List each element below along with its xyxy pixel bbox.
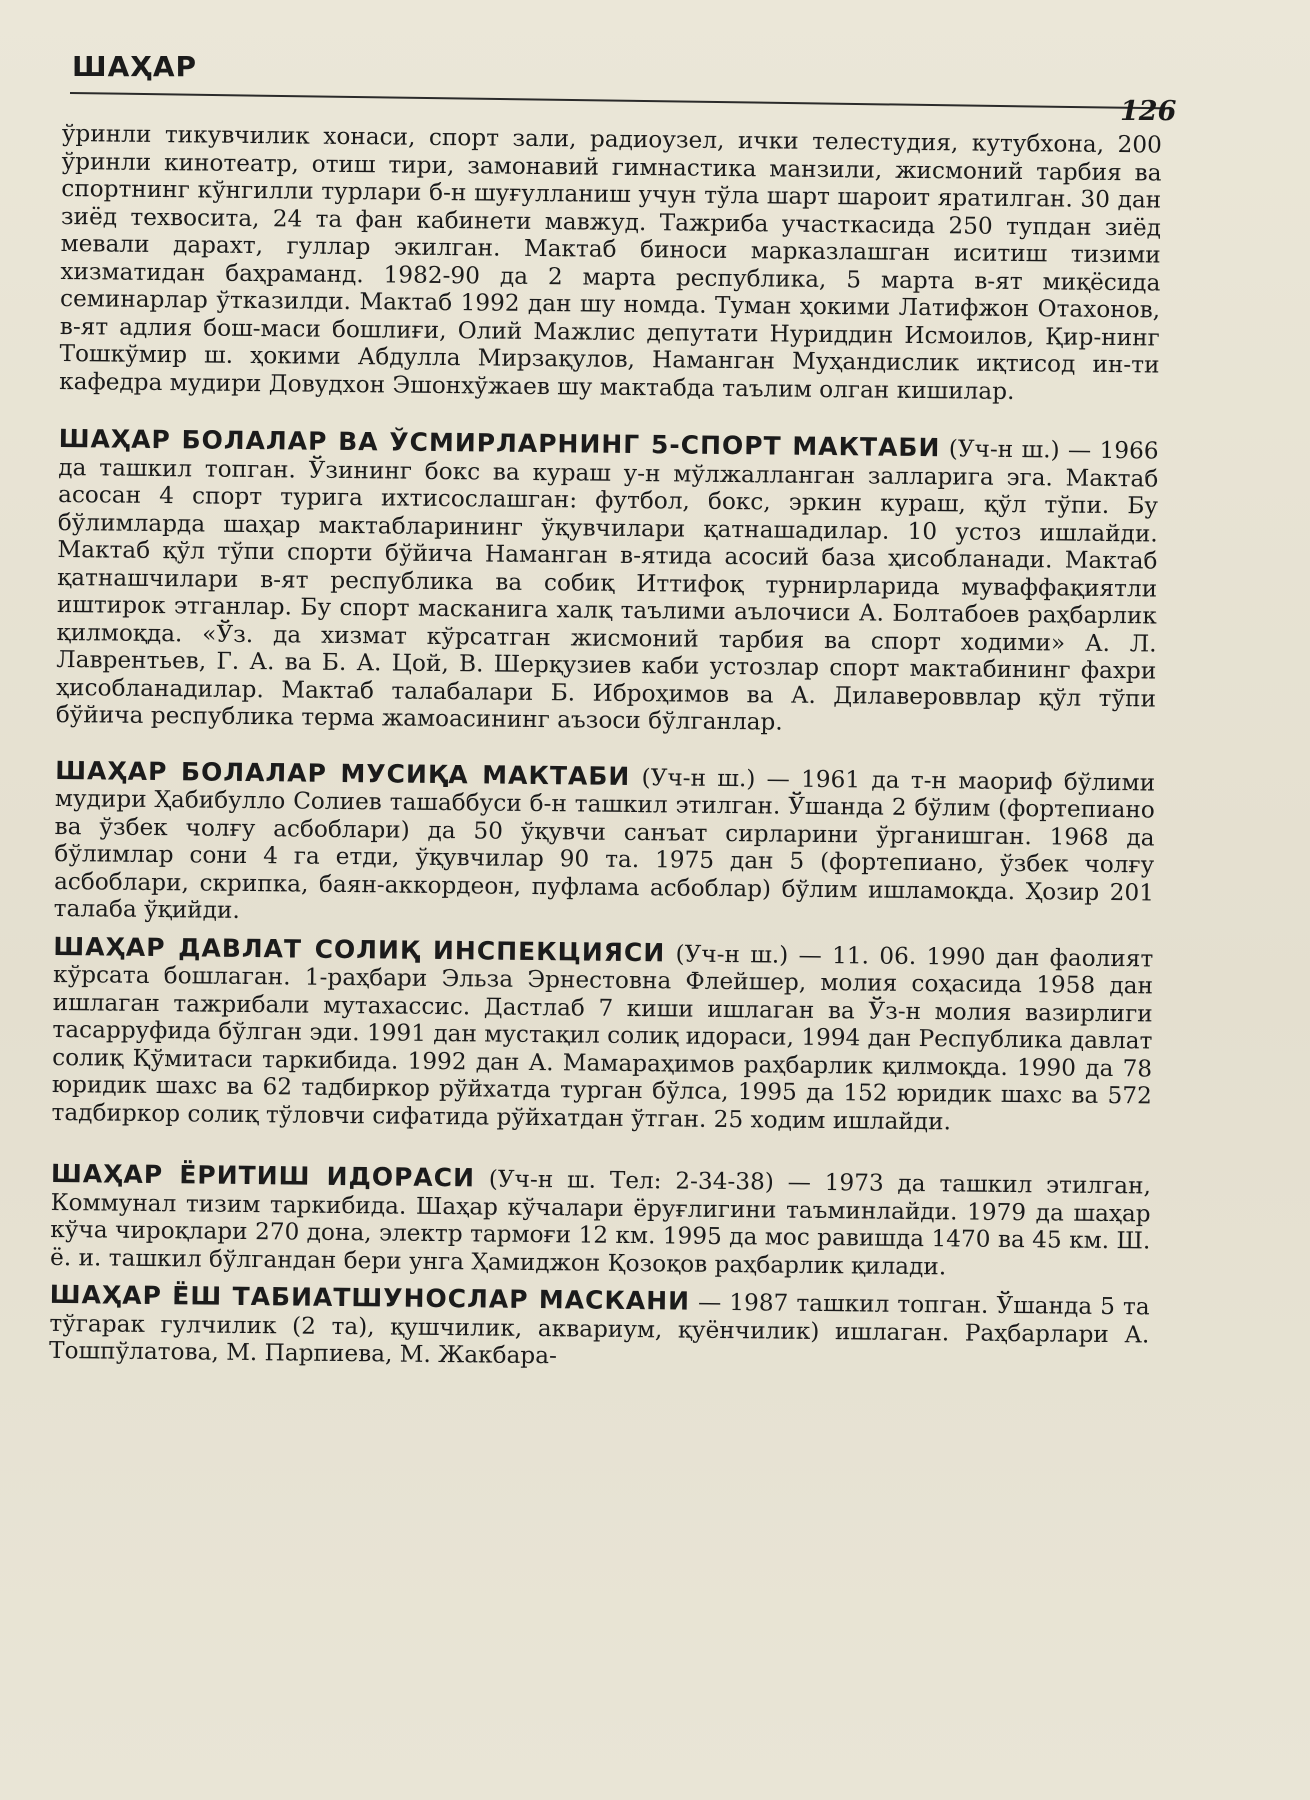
entry-text: (Уч-н ш.) — 1961 да т-н маориф бўлими мудири Ҳабибулло Солиев ташаббуси б-н ташкил этилган. Ўшанда 2 бўлим (фортепиано ва ўзбек чолғу асбоблари) да 50 ўқувчи санъат сирларини ўрганишган. 1968 да бўлимлар сони 4 га етди, ўқувчилар 90 та. 1975 дан 5 (фортепиано, ўзбек чолғу асбоблари, скрипка, баян-аккордеон, пуфлама асбоблар) бўлим ишламоқда. Ҳозир 201 талаба ўқийди.: [53, 763, 1156, 924]
entry-text: (Уч-н ш.) — 11. 06. 1990 дан фаолият кўрсата бошлаган. 1-раҳбари Эльза Эрнестовна Флейшер, молия соҳасида 1958 дан ишлаган тажрибали мутахассис. Дастлаб 7 киши ишлаган ва Ўз-н молия вазирлиги тасарруфида бўлган эди. 1991 дан мустақил солиқ идораси, 1994 дан Республика давлат солиқ Қўмитаси таркибида. 1992 дан А. Мамараҳимов раҳбарлик қилмоқда. 1990 да 78 юридик шахс ва 62 тадбиркор рўйхатда турган бўлса, 1995 да 152 юридик шахс ва 572 тадбиркор солиқ тўловчи сифатида рўйхатдан ўтган. 25 ходим ишлайди.: [51, 939, 1154, 1135]
entry-sport-school: [56, 425, 1159, 740]
entry-heading: ШАҲАР ДАВЛАТ СОЛИҚ ИНСПЕКЦИЯСИ: [53, 931, 666, 967]
entry-young-naturalists: [49, 1281, 1150, 1376]
entry-lighting-office: [50, 1160, 1151, 1283]
entry-heading: ШАҲАР ЁРИТИШ ИДОРАСИ: [50, 1158, 476, 1193]
entry-heading: ШАҲАР БОЛАЛАР МУСИҚА МАКТАБИ: [55, 755, 631, 791]
article-body: [49, 120, 1162, 1400]
entry-text: (Уч-н ш.) — 1966 да ташкил топган. Ўзининг бокс ва кураш у-н мўлжалланган залларига эга. Мактаб асосан 4 спорт турига ихтисослашган: футбол, бокс, эркин кураш, қўл тўпи. Бу бўлимларда шаҳар мактабларининг ўқувчилари қатнашадилар. 10 устоз ишлайди. Мактаб қўл тўпи спорти бўйича Наманган в-ятида асосий база ҳисобланади. Мактаб қатнашчилари в-ят республика ва собиқ Иттифоқ турнирларида муваффақиятли иштирок этганлар. Бу спорт масканига халқ таълими аълочиси А. Болтабоев раҳбарлик қилмоқда. «Ўз. да хизмат кўрсатган жисмоний тарбия ва спорт ходими» А. Л. Лаврентьев, Г. А. ва Б. А. Цой, В. Шерқузиев каби устозлар спорт мактабининг фахри ҳисобланадилар. Мактаб талабалари Б. Иброҳимов ва А. Дилавероввлар қўл тўпи бўйича республика терма жамоасининг аъзоси бўлганлар.: [55, 435, 1159, 736]
entry-music-school: [54, 756, 1156, 934]
entry-tax-inspection: [51, 932, 1153, 1137]
page-number: 126: [1120, 96, 1177, 127]
header-rule: [70, 92, 1170, 109]
entry-heading: ШАҲАР ЁШ ТАБИАТШУНОСЛАР МАСКАНИ: [49, 1279, 691, 1316]
running-head: ШАҲАР: [72, 50, 198, 83]
entry-heading: ШАҲАР БОЛАЛАР ВА ЎСМИРЛАРНИНГ 5-СПОРТ МАКТАБИ: [58, 423, 941, 463]
entry-text: (Уч-н ш. Тел: 2-34-38) — 1973 да ташкил этилган, Коммунал тизим таркибида. Шаҳар кўчалари ёруғлигини таъминлайди. 1979 да шаҳар кўча чироқлари 270 дона, электр тармоғи 12 км. 1995 да мос равишда 1470 ва 45 км. Ш. ё. и. ташкил бўлгандан бери унга Ҳамиджон Қозоқов раҳбарлик қилади.: [49, 1165, 1152, 1280]
continued-paragraph: ўринли тикувчилик хонаси, спорт зали, радиоузел, ички телестудия, кутубхона, 200 ўринли кинотеатр, отиш тири, замонавий гимнастика манзили, жисмоний тарбия ва спортнинг кўнгилли турлари б-н шуғулланиш учун тўла шарт шароит яратилган. 30 дан зиёд техвосита, 24 та фан кабинети мавжуд. Тажриба участкасида 250 тупдан зиёд мевали дарахт, гуллар экилган. Мактаб биноси марказлашган иситиш тизими хизматидан баҳраманд. 1982-90 да 2 марта республика, 5 марта в-ят миқёсида семинарлар ўтказилди. Мактаб 1992 дан шу номда. Туман ҳокими Латифжон Отахонов, в-ят адлия бош-маси бошлиғи, Олий Мажлис депутати Нуриддин Исмоилов, Қир-нинг Тошкўмир ш. ҳокими Абдулла Мирзақулов, Наманган Муҳандислик иқтисод ин-ти кафедра мудири Довудхон Эшонхўжаев шу мактабда таълим олган кишилар.: [59, 120, 1162, 405]
entry-text: — 1987 ташкил топган. Ўшанда 5 та тўгарак гулчилик (2 та), қушчилик, аквариум, қуёнчилик) ишлаган. Раҳбарлари А. Тошпўлатова, М. Парпиева, М. Жакбара-: [48, 1288, 1150, 1370]
